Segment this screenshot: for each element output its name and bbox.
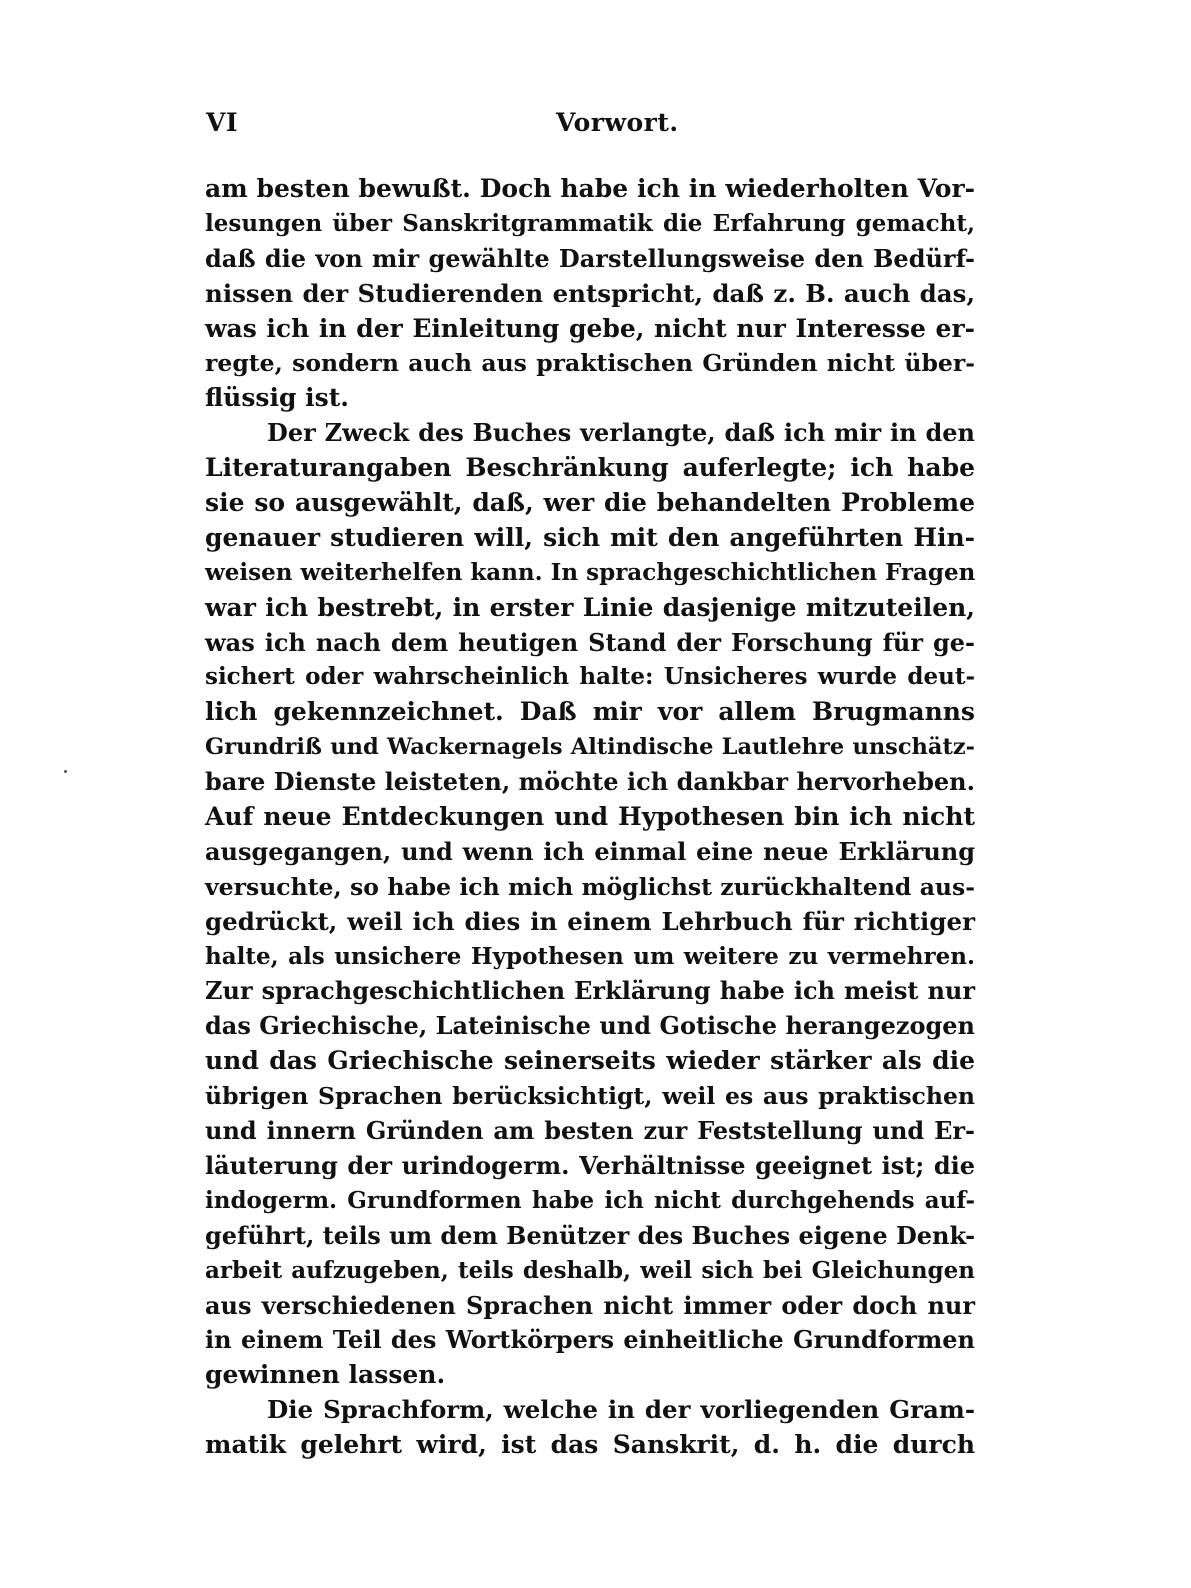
text-line: lesungen über Sanskritgrammatik die Erfahrung gemacht, <box>205 209 975 237</box>
scan-speck <box>64 770 67 773</box>
text-line: war ich bestrebt, in erster Linie dasjenige mitzuteilen, <box>205 592 975 622</box>
text-line: in einem Teil des Wortkörpers einheitliche Grundformen <box>205 1325 975 1355</box>
text-line: und das Griechische seinerseits wieder stärker als die <box>205 1046 975 1076</box>
text-line: und innern Gründen am besten zur Feststellung und Er- <box>205 1116 975 1146</box>
text-line: was ich nach dem heutigen Stand der Forschung für ge- <box>205 627 975 657</box>
text-line: ausgegangen, und wenn ich einmal eine neue Erklärung <box>205 836 975 866</box>
text-line: am besten bewußt. Doch habe ich in wiederholten Vor- <box>205 174 975 203</box>
text-line: Auf neue Entdeckungen und Hypothesen bin ich nicht <box>205 802 975 832</box>
running-title: Vorwort. <box>556 108 679 137</box>
text-line: arbeit aufzugeben, teils deshalb, weil sich bei Gleichungen <box>205 1256 975 1284</box>
text-line: indogerm. Grundformen habe ich nicht durchgehends auf- <box>205 1186 975 1214</box>
text-line: geführt, teils um dem Benützer des Buches eigene Denk- <box>205 1220 976 1250</box>
text-line: was ich in der Einleitung gebe, nicht nur Interesse er- <box>205 313 975 343</box>
text-line: genauer studieren will, sich mit den angeführten Hin- <box>205 522 975 552</box>
page-header <box>206 108 976 144</box>
text-line: Grundriß und Wackernagels Altindische Lautlehre unschätz- <box>205 734 975 761</box>
text-line: bare Dienste leisteten, möchte ich dankbar hervorheben. <box>205 767 975 797</box>
text-line: lich gekennzeichnet. Daß mir vor allem Brugmanns <box>205 697 975 727</box>
text-line: weisen weiterhelfen kann. In sprachgeschichtlichen Fragen <box>205 558 976 586</box>
text-line: flüssig ist. <box>205 383 350 413</box>
text-line: daß die von mir gewählte Darstellungsweise den Bedürf- <box>205 243 975 273</box>
text-line: sie so ausgewählt, daß, wer die behandelten Probleme <box>205 488 975 518</box>
text-line: versuchte, so habe ich mich möglichst zurückhaltend aus- <box>205 872 975 901</box>
text-line: Die Sprachform, welche in der vorliegenden Gram- <box>267 1395 975 1425</box>
text-line: das Griechische, Lateinische und Gotische herangezogen <box>205 1011 975 1041</box>
text-line: läuterung der urindogerm. Verhältnisse geeignet ist; die <box>205 1150 975 1180</box>
body-text <box>205 172 975 1463</box>
text-line: nissen der Studierenden entspricht, daß z. B. auch das, <box>205 278 975 308</box>
text-line: übrigen Sprachen berücksichtigt, weil es aus praktischen <box>205 1082 975 1111</box>
text-line: aus verschiedenen Sprachen nicht immer oder doch nur <box>205 1290 975 1320</box>
text-line: gedrückt, weil ich dies in einem Lehrbuch für richtiger <box>205 906 975 936</box>
text-line: halte, als unsichere Hypothesen um weitere zu vermehren. <box>205 942 975 970</box>
text-line: sichert oder wahrscheinlich halte: Unsicheres wurde deut- <box>205 663 975 691</box>
text-line: Der Zweck des Buches verlangte, daß ich mir in den <box>267 418 975 448</box>
text-line: regte, sondern auch aus praktischen Gründen nicht über- <box>205 349 975 378</box>
text-line: gewinnen lassen. <box>205 1360 446 1390</box>
text-line: Zur sprachgeschichtlichen Erklärung habe ich meist nur <box>205 976 975 1006</box>
text-line: matik gelehrt wird, ist das Sanskrit, d. h. die durch <box>205 1430 975 1460</box>
text-line: Literaturangaben Beschränkung auferlegte; ich habe <box>205 453 975 483</box>
page-number: VI <box>206 108 239 137</box>
